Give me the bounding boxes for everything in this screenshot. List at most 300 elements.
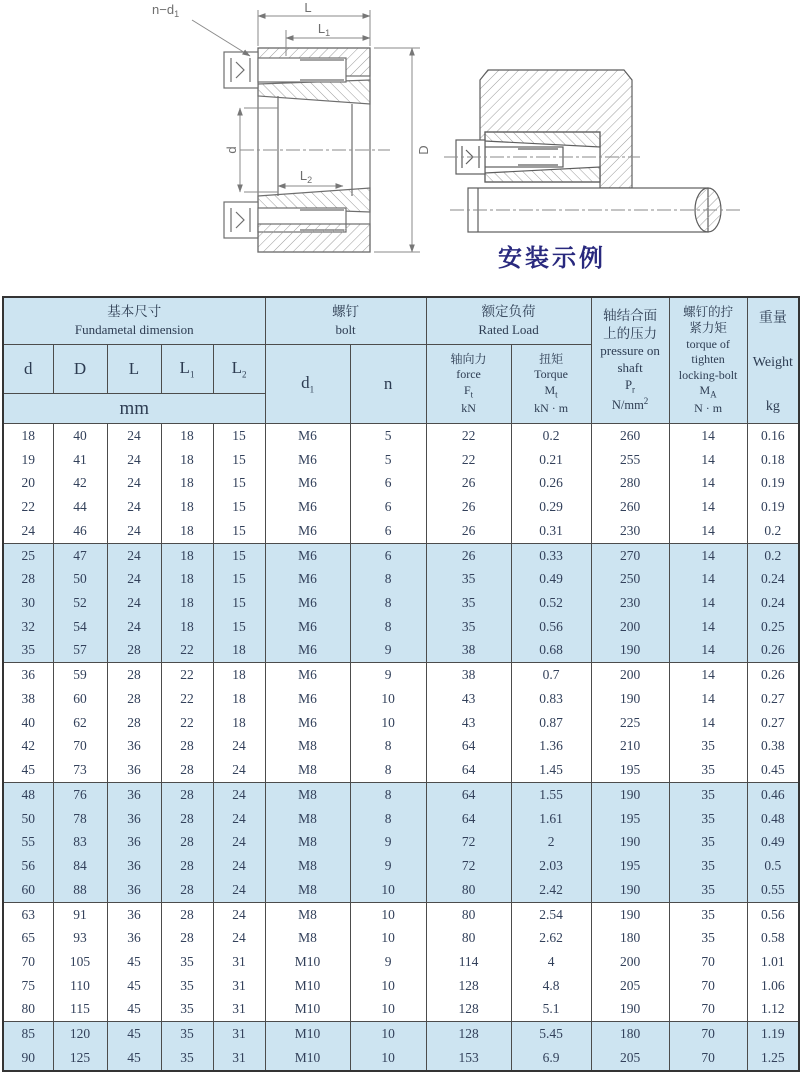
table-cell: M6 (265, 519, 350, 543)
table-cell: 35 (161, 998, 213, 1022)
table-cell: 0.48 (747, 807, 799, 831)
table-cell: 280 (591, 471, 669, 495)
table-cell: 10 (350, 687, 426, 711)
table-cell: 0.5 (747, 854, 799, 878)
table-cell: 1.19 (747, 1022, 799, 1046)
header-col-d1: $d_1$ (265, 345, 350, 424)
force-unit: kN (461, 400, 476, 415)
table-cell: 70 (669, 1022, 747, 1046)
table-cell: 0.26 (747, 639, 799, 663)
table-cell: 35 (426, 567, 511, 591)
dim-group-en: Fundametal dimension (74, 321, 194, 337)
table-cell: 36 (107, 807, 161, 831)
table-cell: 18 (213, 687, 265, 711)
table-cell: 24 (107, 495, 161, 519)
table-cell: 35 (3, 639, 53, 663)
table-cell: 90 (3, 1046, 53, 1071)
table-row (3, 567, 799, 591)
table-cell: 225 (591, 711, 669, 735)
header-col-axial-force (426, 345, 511, 424)
table-cell: 10 (350, 974, 426, 998)
table-cell: M6 (265, 663, 350, 687)
table-cell: 36 (107, 854, 161, 878)
load-group-zh: 额定负荷 (481, 304, 536, 320)
table-cell: M6 (265, 615, 350, 639)
table-cell: 22 (161, 663, 213, 687)
table-cell: 6 (350, 471, 426, 495)
table-row (3, 448, 799, 472)
table-cell: M6 (265, 567, 350, 591)
table-cell: 45 (107, 950, 161, 974)
table-cell: 0.24 (747, 591, 799, 615)
table-cell: 35 (161, 1022, 213, 1046)
table-cell: 80 (426, 902, 511, 926)
table-cell: 18 (161, 424, 213, 448)
locking-assembly-section-drawing (0, 0, 450, 296)
table-cell: 46 (53, 519, 107, 543)
table-cell: 32 (3, 615, 53, 639)
header-col-torque (511, 345, 591, 424)
table-cell: 50 (3, 807, 53, 831)
table-cell: 0.49 (511, 567, 591, 591)
table-cell: 190 (591, 902, 669, 926)
table-cell: 8 (350, 758, 426, 782)
table-cell: 45 (107, 1022, 161, 1046)
header-col-d: d (3, 345, 53, 394)
table-cell: 35 (669, 758, 747, 782)
table-cell: 85 (3, 1022, 53, 1046)
header-col-D: D (53, 345, 107, 394)
table-body (3, 424, 799, 1071)
table-cell: 270 (591, 543, 669, 567)
table-cell: 70 (669, 1046, 747, 1071)
table-row (3, 471, 799, 495)
table-cell: 200 (591, 663, 669, 687)
table-cell: 1.61 (511, 807, 591, 831)
table-cell: 35 (161, 950, 213, 974)
table-cell: 0.58 (747, 926, 799, 950)
table-cell: 8 (350, 735, 426, 759)
installation-parts (456, 70, 721, 232)
table-row (3, 974, 799, 998)
table-cell: M6 (265, 471, 350, 495)
table-cell: 2.62 (511, 926, 591, 950)
table-cell: 115 (53, 998, 107, 1022)
table-cell: 35 (669, 878, 747, 902)
table-cell: 6 (350, 519, 426, 543)
table-cell: 18 (161, 448, 213, 472)
table-cell: 24 (107, 615, 161, 639)
table-cell: 25 (3, 543, 53, 567)
table-cell: 0.26 (511, 471, 591, 495)
table-cell: 9 (350, 663, 426, 687)
table-cell: M8 (265, 735, 350, 759)
table-cell: 4 (511, 950, 591, 974)
table-row (3, 615, 799, 639)
table-cell: 1.45 (511, 758, 591, 782)
table-cell: 44 (53, 495, 107, 519)
table-cell: 260 (591, 495, 669, 519)
header-weight (747, 297, 799, 424)
table-cell: 57 (53, 639, 107, 663)
table-cell: 18 (161, 591, 213, 615)
table-cell: 0.49 (747, 830, 799, 854)
table-cell: 24 (107, 448, 161, 472)
load-group-en: Rated Load (478, 321, 539, 337)
table-cell: 43 (426, 687, 511, 711)
weight-zh: 重量 (758, 310, 787, 326)
pressure-unit: $N/mm^2$ (611, 396, 649, 413)
table-cell: 70 (3, 950, 53, 974)
table-cell: 31 (213, 998, 265, 1022)
table-row (3, 950, 799, 974)
table-cell: 65 (3, 926, 53, 950)
table-cell: M6 (265, 591, 350, 615)
header-col-n: n (350, 345, 426, 424)
table-cell: M10 (265, 950, 350, 974)
dim-label-L1: $L_1$ (317, 21, 331, 38)
table-cell: 28 (161, 807, 213, 831)
table-cell: 0.31 (511, 519, 591, 543)
table-cell: 36 (107, 783, 161, 807)
table-cell: 80 (426, 878, 511, 902)
header-col-L2: $L_2$ (213, 345, 265, 394)
table-row (3, 1022, 799, 1046)
table-cell: 40 (3, 711, 53, 735)
table-row (3, 639, 799, 663)
table-cell: 0.24 (747, 567, 799, 591)
table-cell: 1.55 (511, 783, 591, 807)
table-cell: 15 (213, 543, 265, 567)
table-cell: 8 (350, 591, 426, 615)
table-cell: 24 (107, 543, 161, 567)
table-cell: 6 (350, 543, 426, 567)
table-cell: 64 (426, 735, 511, 759)
table-cell: 15 (213, 448, 265, 472)
table-cell: 24 (213, 830, 265, 854)
table-cell: 18 (161, 615, 213, 639)
table-cell: 31 (213, 1046, 265, 1071)
table-cell: 190 (591, 687, 669, 711)
table-cell: 190 (591, 639, 669, 663)
table-cell: 35 (669, 807, 747, 831)
table-row (3, 591, 799, 615)
table-cell: 35 (161, 1046, 213, 1071)
table-cell: 14 (669, 687, 747, 711)
table-row (3, 711, 799, 735)
table-cell: 26 (426, 495, 511, 519)
table-cell: 10 (350, 711, 426, 735)
table-cell: 260 (591, 424, 669, 448)
table-cell: 8 (350, 567, 426, 591)
table-cell: 28 (161, 902, 213, 926)
table-row (3, 424, 799, 448)
table-cell: 128 (426, 974, 511, 998)
table-cell: 15 (213, 424, 265, 448)
table-cell: 28 (161, 735, 213, 759)
table-cell: 0.19 (747, 471, 799, 495)
table-cell: 28 (3, 567, 53, 591)
header-rated-load (426, 297, 591, 345)
table-cell: 8 (350, 807, 426, 831)
table-cell: 0.25 (747, 615, 799, 639)
table-cell: 14 (669, 424, 747, 448)
table-row (3, 495, 799, 519)
table-cell: 9 (350, 854, 426, 878)
table-cell: 50 (53, 567, 107, 591)
table-cell: 38 (426, 663, 511, 687)
table-cell: M8 (265, 854, 350, 878)
table-cell: 195 (591, 854, 669, 878)
table-cell: 76 (53, 783, 107, 807)
table-cell: M8 (265, 878, 350, 902)
table-cell: 0.21 (511, 448, 591, 472)
table-cell: 1.25 (747, 1046, 799, 1071)
table-cell: M6 (265, 687, 350, 711)
table-cell: 0.68 (511, 639, 591, 663)
table-cell: 24 (213, 854, 265, 878)
table-cell: 2.54 (511, 902, 591, 926)
table-cell: 190 (591, 830, 669, 854)
table-cell: 14 (669, 519, 747, 543)
dim-label-L: L (304, 0, 312, 15)
table-cell: M6 (265, 424, 350, 448)
table-cell: 15 (213, 567, 265, 591)
installation-example-drawing (440, 0, 790, 296)
table-cell: M6 (265, 543, 350, 567)
table-cell: 2.03 (511, 854, 591, 878)
table-cell: 18 (3, 424, 53, 448)
table-cell: 0.18 (747, 448, 799, 472)
force-en: force (456, 367, 481, 382)
table-cell: 80 (3, 998, 53, 1022)
tighten-symbol: $M_A$ (699, 383, 717, 400)
table-cell: 28 (107, 663, 161, 687)
header-bolt (265, 297, 426, 345)
torque-zh: 扭矩 (539, 351, 564, 366)
table-cell: M10 (265, 1046, 350, 1071)
table-cell: 64 (426, 783, 511, 807)
table-cell: 0.55 (747, 878, 799, 902)
weight-en: Weight (752, 354, 793, 370)
table-cell: 153 (426, 1046, 511, 1071)
table-cell: 1.06 (747, 974, 799, 998)
table-cell: 2 (511, 830, 591, 854)
table-row (3, 1046, 799, 1071)
table-cell: 84 (53, 854, 107, 878)
header-col-L: L (107, 345, 161, 394)
dim-label-D: D (416, 145, 431, 155)
table-cell: 0.33 (511, 543, 591, 567)
table-cell: 28 (161, 854, 213, 878)
table-cell: M6 (265, 639, 350, 663)
table-cell: 0.2 (747, 519, 799, 543)
table-cell: 35 (669, 902, 747, 926)
table-cell: 10 (350, 878, 426, 902)
table-cell: 24 (213, 902, 265, 926)
table-cell: 45 (107, 998, 161, 1022)
table-row (3, 519, 799, 543)
table-row (3, 902, 799, 926)
table-cell: M6 (265, 711, 350, 735)
table-cell: 10 (350, 926, 426, 950)
table-row (3, 783, 799, 807)
header-col-L1: $L_1$ (161, 345, 213, 394)
pressure-symbol: $P_r$ (625, 377, 636, 395)
table-cell: 22 (161, 687, 213, 711)
header-pressure-on-shaft (591, 297, 669, 424)
table-cell: 0.46 (747, 783, 799, 807)
table-cell: 45 (107, 1046, 161, 1071)
table-cell: 230 (591, 591, 669, 615)
table-cell: 0.27 (747, 687, 799, 711)
table-cell: 9 (350, 830, 426, 854)
table-cell: 22 (3, 495, 53, 519)
table-cell: 0.16 (747, 424, 799, 448)
table-cell: 48 (3, 783, 53, 807)
table-cell: 19 (3, 448, 53, 472)
installation-example-caption: 安装示例 (498, 245, 606, 272)
table-cell: 14 (669, 615, 747, 639)
table-cell: 28 (161, 926, 213, 950)
tighten-zh: 螺钉的拧紧力矩 (683, 305, 734, 336)
table-cell: 38 (426, 639, 511, 663)
table-cell: 0.52 (511, 591, 591, 615)
table-cell: 36 (107, 830, 161, 854)
pressure-en: pressure on shaft (600, 342, 660, 375)
table-cell: 22 (161, 711, 213, 735)
table-cell: M6 (265, 448, 350, 472)
technical-drawings (0, 0, 800, 296)
table-cell: 31 (213, 950, 265, 974)
table-cell: 1.36 (511, 735, 591, 759)
table-cell: 28 (161, 830, 213, 854)
table-row (3, 998, 799, 1022)
dim-label-L2: $L_2$ (299, 168, 313, 185)
table-cell: 22 (426, 448, 511, 472)
table-cell: 200 (591, 950, 669, 974)
table-cell: 28 (161, 878, 213, 902)
table-cell: M8 (265, 783, 350, 807)
table-cell: 14 (669, 495, 747, 519)
table-cell: 14 (669, 567, 747, 591)
table-cell: 63 (3, 902, 53, 926)
torque-symbol: $M_t$ (544, 382, 558, 400)
table-cell: 70 (669, 950, 747, 974)
table-row (3, 758, 799, 782)
table-cell: 10 (350, 902, 426, 926)
torque-en: Torque (534, 367, 568, 382)
table-cell: 24 (213, 735, 265, 759)
table-cell: 26 (426, 471, 511, 495)
table-cell: 18 (161, 543, 213, 567)
table-cell: 88 (53, 878, 107, 902)
table-cell: 6.9 (511, 1046, 591, 1071)
table-cell: 62 (53, 711, 107, 735)
table-cell: 110 (53, 974, 107, 998)
table-cell: 26 (426, 519, 511, 543)
table-cell: 93 (53, 926, 107, 950)
table-cell: 15 (213, 495, 265, 519)
table-cell: 15 (213, 471, 265, 495)
table-cell: 54 (53, 615, 107, 639)
table-row (3, 807, 799, 831)
table-cell: 18 (213, 639, 265, 663)
table-cell: 64 (426, 807, 511, 831)
header-tightening-torque (669, 297, 747, 424)
table-cell: 70 (53, 735, 107, 759)
table-cell: 125 (53, 1046, 107, 1071)
table-cell: 31 (213, 1022, 265, 1046)
table-cell: 0.83 (511, 687, 591, 711)
table-cell: 105 (53, 950, 107, 974)
table-cell: 0.56 (747, 902, 799, 926)
table-cell: M8 (265, 758, 350, 782)
table-cell: 2.42 (511, 878, 591, 902)
table-cell: 72 (426, 854, 511, 878)
table-cell: 195 (591, 758, 669, 782)
table-cell: 26 (426, 543, 511, 567)
table-cell: 72 (426, 830, 511, 854)
table-cell: 36 (107, 878, 161, 902)
table-cell: 14 (669, 448, 747, 472)
table-cell: 205 (591, 974, 669, 998)
table-cell: 9 (350, 950, 426, 974)
table-cell: 190 (591, 783, 669, 807)
dim-label-d: d (224, 146, 239, 154)
table-cell: 18 (161, 495, 213, 519)
bolt-group-zh: 螺钉 (332, 304, 360, 320)
table-cell: 18 (213, 663, 265, 687)
table-cell: 75 (3, 974, 53, 998)
table-cell: 0.19 (747, 495, 799, 519)
table-cell: 24 (213, 783, 265, 807)
table-cell: 250 (591, 567, 669, 591)
table-cell: 190 (591, 998, 669, 1022)
table-cell: 42 (3, 735, 53, 759)
table-cell: 55 (3, 830, 53, 854)
table-cell: 0.38 (747, 735, 799, 759)
table-cell: 5.1 (511, 998, 591, 1022)
table-cell: 35 (669, 830, 747, 854)
table-cell: 0.45 (747, 758, 799, 782)
table-cell: 24 (213, 758, 265, 782)
table-cell: 59 (53, 663, 107, 687)
table-cell: 38 (3, 687, 53, 711)
table-cell: 35 (669, 783, 747, 807)
table-cell: 18 (213, 711, 265, 735)
table-cell: 18 (161, 519, 213, 543)
table-cell: 24 (107, 519, 161, 543)
header-fundamental-dimension (3, 297, 265, 345)
table-cell: 36 (107, 926, 161, 950)
table-cell: 5 (350, 424, 426, 448)
table-row (3, 854, 799, 878)
table-cell: 0.2 (747, 543, 799, 567)
force-zh: 轴向力 (450, 351, 487, 366)
table-cell: 14 (669, 471, 747, 495)
table-cell: 15 (213, 519, 265, 543)
table-cell: 9 (350, 639, 426, 663)
table-cell: 128 (426, 1022, 511, 1046)
table-cell: 52 (53, 591, 107, 615)
table-cell: 22 (426, 424, 511, 448)
pressure-zh: 轴结合面上的压力 (603, 307, 658, 341)
table-cell: 5 (350, 448, 426, 472)
table-cell: 28 (107, 711, 161, 735)
table-cell: 35 (161, 974, 213, 998)
table-cell: 190 (591, 878, 669, 902)
